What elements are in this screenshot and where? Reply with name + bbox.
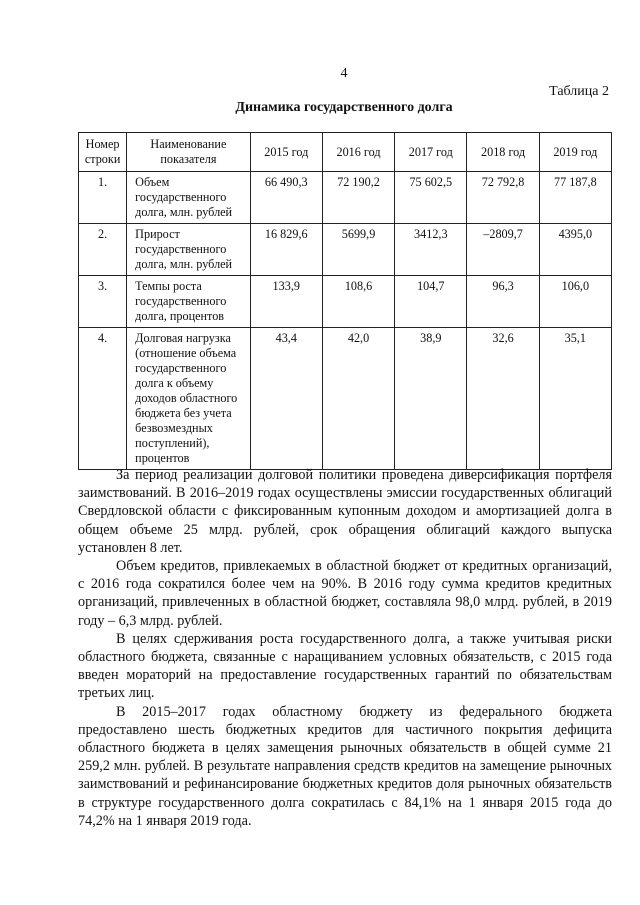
value-2017: 104,7 [395,276,467,328]
value-2016: 72 190,2 [322,172,394,224]
value-2019: 106,0 [539,276,611,328]
table-row [79,328,612,470]
value-2018: 32,6 [467,328,539,470]
paragraph-guarantee-moratorium: В целях сдерживания роста государственного долга, а также учитывая риски областного бюджета, связанные с наращиванием условных обязательств, с 2015 года введен мораторий на предоставление государственных гарантий по обязательствам третьих лиц. [78,630,612,702]
debt-dynamics-table [78,132,612,470]
table-title: Динамика государственного долга [235,100,453,115]
value-2017: 3412,3 [395,224,467,276]
indicator-name: Долговая нагрузка (отношение объема государственного долга к объему доходов областного бюджета без учета безвозмездных поступлений), процентов [127,328,250,470]
value-2015: 66 490,3 [250,172,322,224]
value-2018: –2809,7 [467,224,539,276]
header-year-2015: 2015 год [250,133,322,172]
table-row [79,224,612,276]
row-number: 3. [79,276,127,328]
paragraph-budget-credits: В 2015–2017 годах областному бюджету из федерального бюджета предоставлено шесть бюджетных кредитов для частичного покрытия дефицита областного бюджета в целях замещения рыночных обязательств в общей сумме 21 259,2 млн. рублей. В результате направления средств кредитов на замещение рыночных заимствований и рефинансирование бюджетных кредитов доля рыночных обязательств в структуре государственного долга сократилась с 84,1% на 1 января 2015 года до 74,2% на 1 января 2019 года. [78,703,612,829]
value-2015: 133,9 [250,276,322,328]
table-header-row [79,133,612,172]
header-row-number: Номер строки [79,133,127,172]
indicator-name: Темпы роста государственного долга, процентов [127,276,250,328]
header-indicator-name: Наименование показателя [127,133,250,172]
body-text [78,466,612,830]
header-year-2016: 2016 год [322,133,394,172]
header-year-2018: 2018 год [467,133,539,172]
row-number: 1. [79,172,127,224]
value-2015: 43,4 [250,328,322,470]
value-2018: 72 792,8 [467,172,539,224]
value-2017: 75 602,5 [395,172,467,224]
value-2016: 5699,9 [322,224,394,276]
header-year-2019: 2019 год [539,133,611,172]
page-number: 4 [340,66,348,81]
value-2017: 38,9 [395,328,467,470]
value-2019: 77 187,8 [539,172,611,224]
row-number: 2. [79,224,127,276]
value-2015: 16 829,6 [250,224,322,276]
paragraph-bank-credits: Объем кредитов, привлекаемых в областной бюджет от кредитных организаций, с 2016 года сократился более чем на 90%. В 2016 году сумма кредитов кредитных организаций, привлеченных в областной бюджет, составляла 98,0 млрд. рублей, в 2019 году – 6,3 млрд. рублей. [78,558,612,629]
value-2019: 4395,0 [539,224,611,276]
table-label: Таблица 2 [549,84,609,99]
row-number: 4. [79,328,127,470]
value-2016: 42,0 [322,328,394,470]
indicator-name: Объем государственного долга, млн. рублей [127,172,250,224]
indicator-name: Прирост государственного долга, млн. рублей [127,224,250,276]
value-2016: 108,6 [322,276,394,328]
value-2019: 35,1 [539,328,611,470]
value-2018: 96,3 [467,276,539,328]
paragraph-diversification: За период реализации долговой политики проведена диверсификация портфеля заимствований. В 2016–2019 годах осуществлены эмиссии государственных облигаций Свердловской области с фиксированным купонным доходом и амортизацией долга в общем объеме 25 млрд. рублей, срок обращения облигаций каждого выпуска установлен 8 лет. [78,467,612,556]
table-row [79,172,612,224]
header-year-2017: 2017 год [395,133,467,172]
table-row [79,276,612,328]
